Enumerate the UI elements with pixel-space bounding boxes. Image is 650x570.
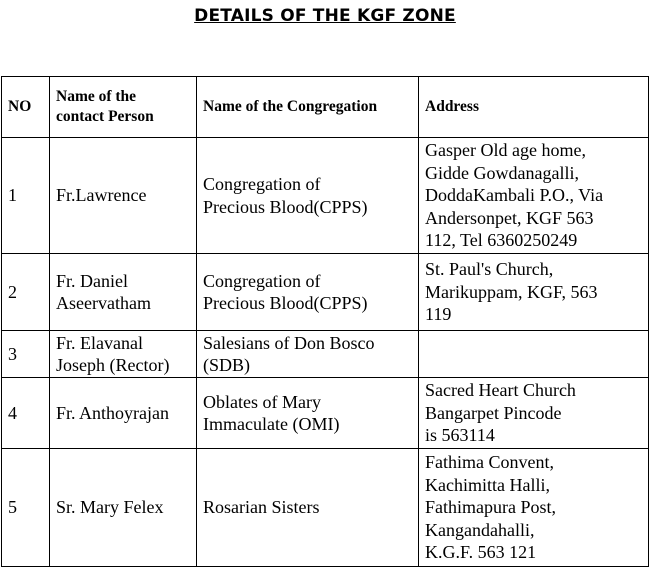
cell-address [419, 378, 649, 449]
congregation-line: Salesians of Don Bosco [203, 332, 375, 353]
cell-congregation [197, 254, 419, 331]
header-contact-line2: contact Person [56, 108, 154, 125]
cell-no: 1 [2, 138, 50, 254]
cell-no: 2 [2, 254, 50, 331]
address-line: Marikuppam, KGF, 563 [425, 281, 598, 302]
congregation-line: Precious Blood(CPPS) [203, 196, 368, 217]
kgf-zone-table [1, 76, 649, 567]
cell-contact-person [50, 331, 197, 378]
congregation-line: Immaculate (OMI) [203, 414, 340, 434]
contact-line: Aseervatham [56, 293, 151, 313]
address-line: Kangandahalli, [425, 519, 535, 540]
header-address: Address [419, 77, 649, 138]
table-row [2, 331, 649, 378]
address-line: K.G.F. 563 121 [425, 542, 537, 563]
cell-congregation [197, 138, 419, 254]
cell-address [419, 331, 649, 378]
cell-congregation [197, 331, 419, 378]
congregation-line: Precious Blood(CPPS) [203, 293, 368, 313]
address-line: 119 [425, 304, 452, 325]
address-line: is 563114 [425, 425, 495, 446]
cell-congregation [197, 449, 419, 567]
header-congregation: Name of the Congregation [197, 77, 419, 138]
address-line: Fathima Convent, [425, 452, 554, 473]
contact-line: Joseph (Rector) [56, 355, 170, 375]
address-line: Gasper Old age home, [425, 140, 586, 161]
cell-contact-person [50, 378, 197, 449]
congregation-line: Oblates of Mary [203, 391, 321, 412]
header-no: NO [2, 77, 50, 138]
header-contact-line1: Name of the [56, 88, 137, 105]
congregation-line: (SDB) [203, 355, 251, 375]
cell-no: 3 [2, 331, 50, 378]
congregation-line: Rosarian Sisters [203, 497, 320, 518]
contact-line: Sr. Mary Felex [56, 497, 164, 518]
congregation-line: Congregation of [203, 270, 321, 291]
address-line: Sacred Heart Church [425, 380, 576, 401]
address-line: Kachimitta Halli, [425, 474, 550, 495]
cell-contact-person [50, 138, 197, 254]
contact-line: Fr. Daniel [56, 270, 128, 291]
cell-contact-person [50, 449, 197, 567]
cell-congregation [197, 378, 419, 449]
table-body [2, 138, 649, 567]
address-line: 112, Tel 6360250249 [425, 230, 578, 251]
document-title: DETAILS OF THE KGF ZONE [194, 6, 456, 26]
cell-no: 4 [2, 378, 50, 449]
congregation-line: Congregation of [203, 174, 321, 194]
address-line: Bangarpet Pincode [425, 402, 562, 423]
header-contact-person [50, 77, 197, 138]
cell-address [419, 138, 649, 254]
address-line: St. Paul's Church, [425, 259, 554, 280]
cell-address [419, 254, 649, 331]
table-row [2, 254, 649, 331]
table-row [2, 449, 649, 567]
cell-no: 5 [2, 449, 50, 567]
cell-contact-person [50, 254, 197, 331]
table-row [2, 378, 649, 449]
contact-line: Fr. Elavanal [56, 332, 143, 353]
contact-line: Fr.Lawrence [56, 185, 147, 206]
contact-line: Fr. Anthoyrajan [56, 402, 169, 423]
table-header-row [2, 77, 649, 138]
table-row [2, 138, 649, 254]
address-line: Fathimapura Post, [425, 497, 556, 518]
cell-address [419, 449, 649, 567]
address-line: Gidde Gowdanagalli, [425, 162, 579, 183]
address-line: Andersonpet, KGF 563 [425, 207, 594, 228]
address-line: DoddaKambali P.O., Via [425, 185, 604, 206]
